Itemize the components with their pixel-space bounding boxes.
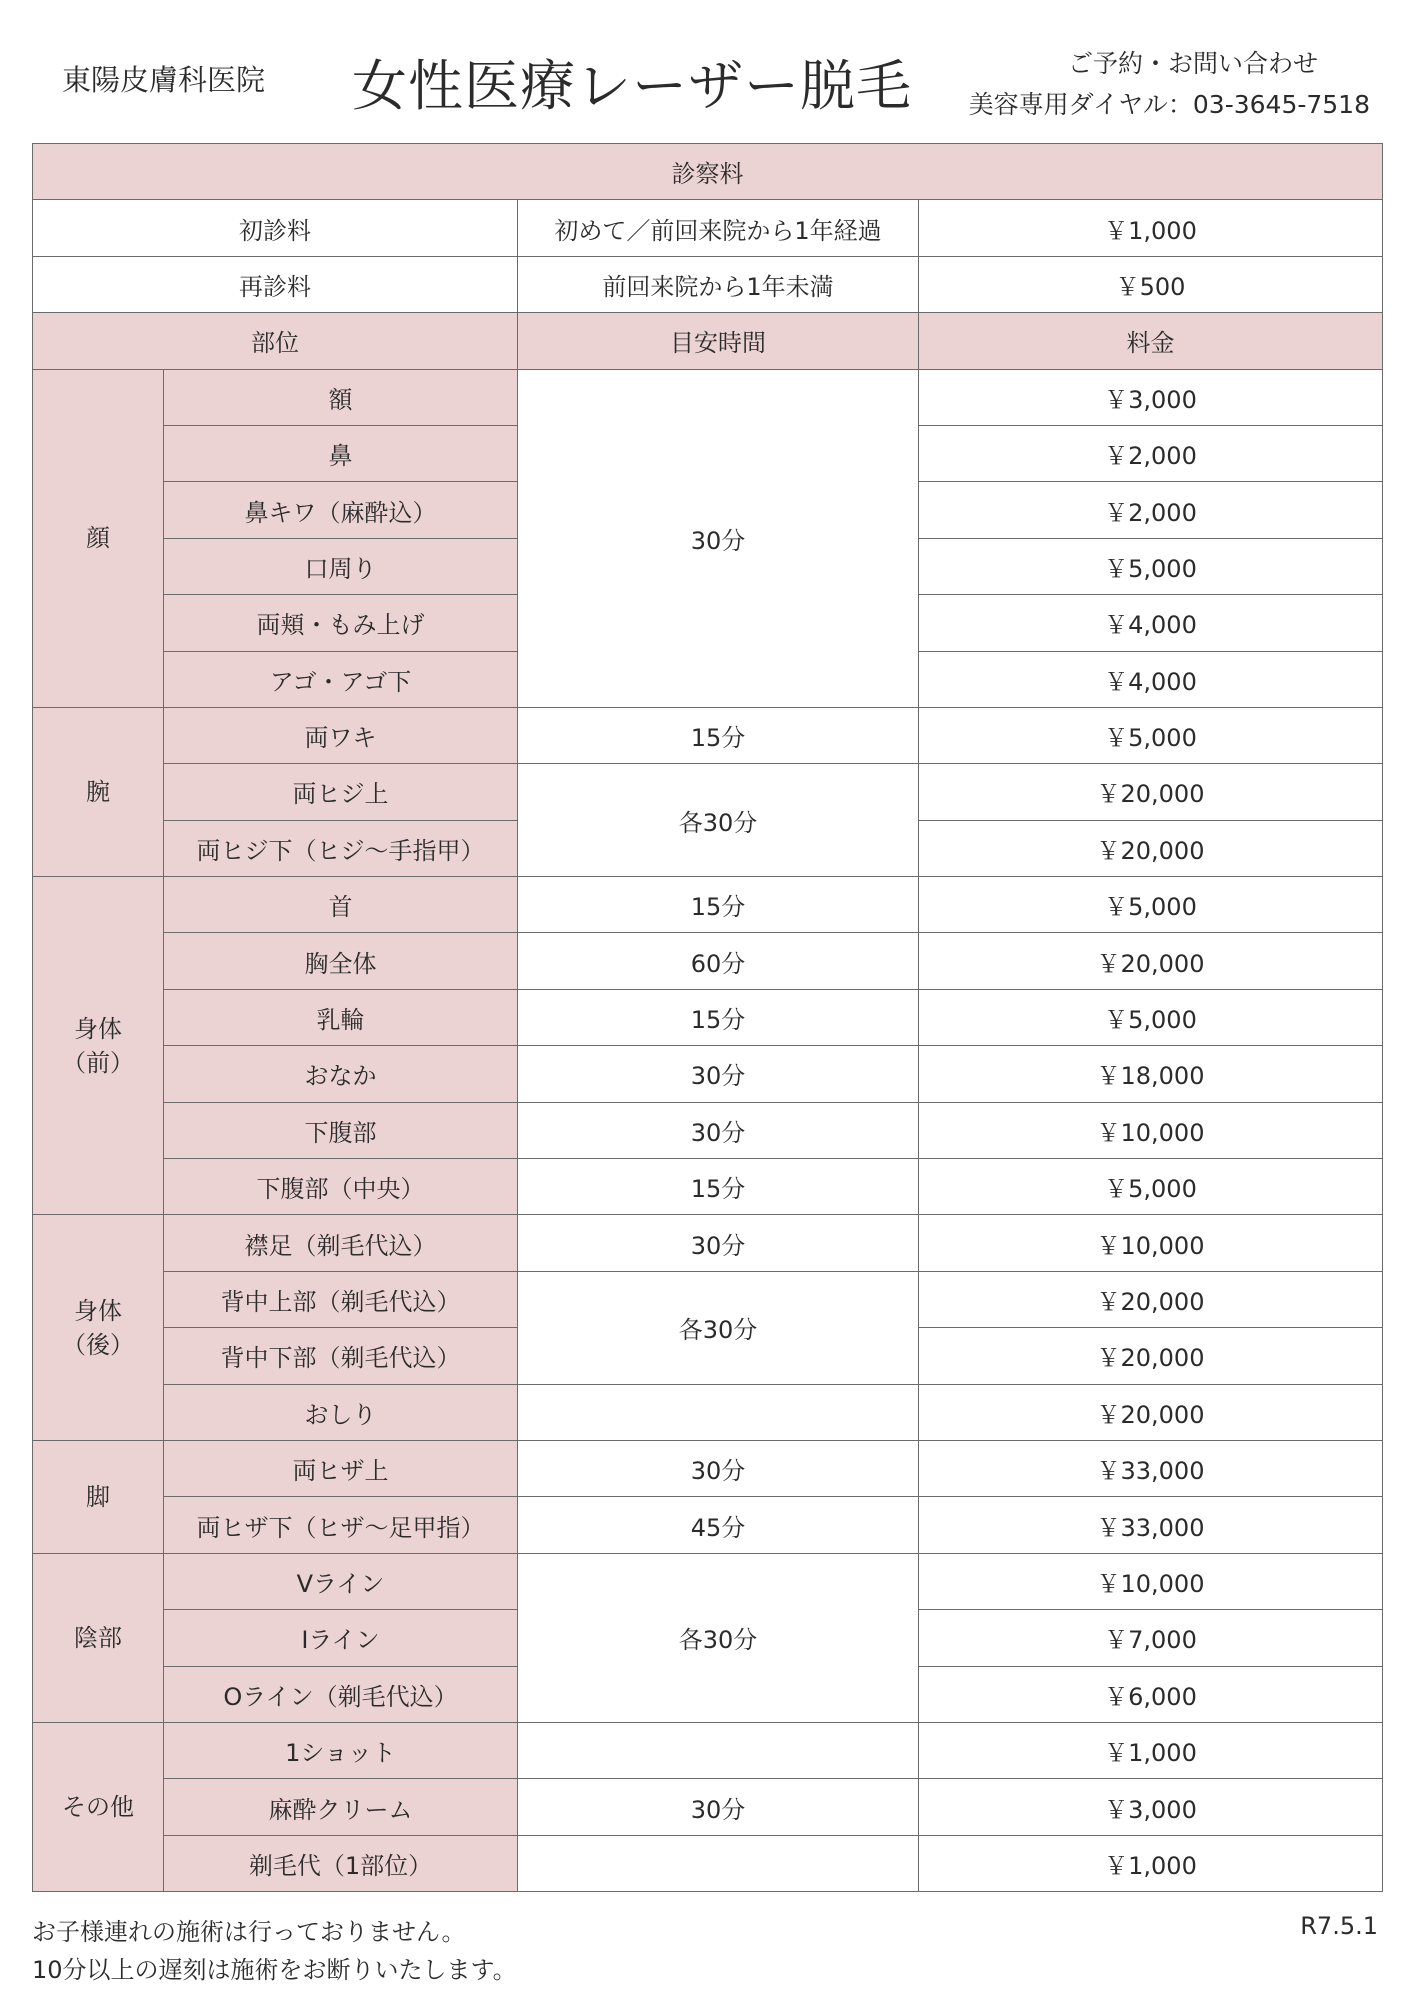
part-name: 両頬・もみ上げ xyxy=(164,595,518,651)
price-cell: ￥5,000 xyxy=(919,707,1383,763)
consult-heading-row xyxy=(33,144,1383,200)
table-row xyxy=(33,933,1383,989)
table-row xyxy=(33,1779,1383,1835)
part-name: 襟足（剃毛代込） xyxy=(164,1215,518,1271)
category-leg: 脚 xyxy=(33,1440,164,1553)
time-cell: 各30分 xyxy=(518,1271,919,1384)
part-name: 両ヒジ上 xyxy=(164,764,518,820)
price-cell: ￥4,000 xyxy=(919,651,1383,707)
table-row xyxy=(33,707,1383,763)
part-name: 剃毛代（1部位） xyxy=(164,1835,518,1891)
category-label: 身体 xyxy=(74,1014,122,1043)
table-row xyxy=(33,764,1383,820)
consult-heading: 診察料 xyxy=(33,144,1383,200)
contact-phone: 美容専用ダイヤル：03-3645-7518 xyxy=(968,90,1370,119)
clinic-name: 東陽皮膚科医院 xyxy=(62,63,266,97)
time-cell: 30分 xyxy=(518,1215,919,1271)
category-other: その他 xyxy=(33,1722,164,1891)
price-cell: ￥20,000 xyxy=(919,1271,1383,1327)
price-cell: ￥5,000 xyxy=(919,877,1383,933)
part-name: アゴ・アゴ下 xyxy=(164,651,518,707)
table-row xyxy=(33,1384,1383,1440)
part-name: 1ショット xyxy=(164,1722,518,1778)
category-face: 顔 xyxy=(33,369,164,707)
time-cell: 15分 xyxy=(518,989,919,1045)
consult-condition: 前回来院から1年未満 xyxy=(518,256,919,312)
category-body-front xyxy=(33,877,164,1215)
part-name: 鼻 xyxy=(164,425,518,481)
price-cell: ￥20,000 xyxy=(919,820,1383,876)
part-name: 首 xyxy=(164,877,518,933)
price-cell: ￥6,000 xyxy=(919,1666,1383,1722)
time-cell: 各30分 xyxy=(518,1553,919,1722)
revision-date: R7.5.1 xyxy=(1300,1912,1378,1940)
part-name: 両ヒザ下（ヒザ～足甲指） xyxy=(164,1497,518,1553)
time-cell: 各30分 xyxy=(518,764,919,877)
time-cell: 30分 xyxy=(518,1046,919,1102)
time-cell xyxy=(518,1835,919,1891)
table-row xyxy=(33,369,1383,425)
category-arm: 腕 xyxy=(33,707,164,876)
price-cell: ￥5,000 xyxy=(919,538,1383,594)
table-row xyxy=(33,1722,1383,1778)
part-name: 背中上部（剃毛代込） xyxy=(164,1271,518,1327)
category-label: 身体 xyxy=(74,1296,122,1325)
part-name: 麻酔クリーム xyxy=(164,1779,518,1835)
part-name: 下腹部 xyxy=(164,1102,518,1158)
time-cell: 15分 xyxy=(518,877,919,933)
time-cell: 15分 xyxy=(518,707,919,763)
time-cell: 45分 xyxy=(518,1497,919,1553)
table-row xyxy=(33,1553,1383,1609)
column-header-row xyxy=(33,313,1383,369)
footer-note-late: 10分以上の遅刻は施術をお断りいたします。 xyxy=(32,1956,517,1984)
time-cell: 60分 xyxy=(518,933,919,989)
header xyxy=(0,0,1414,140)
table-row xyxy=(33,1271,1383,1327)
consult-condition: 初めて／前回来院から1年経過 xyxy=(518,200,919,256)
price-cell: ￥2,000 xyxy=(919,482,1383,538)
part-name: 口周り xyxy=(164,538,518,594)
price-cell: ￥3,000 xyxy=(919,1779,1383,1835)
column-header-price: 料金 xyxy=(919,313,1383,369)
part-name: おなか xyxy=(164,1046,518,1102)
table-row xyxy=(33,877,1383,933)
table-row xyxy=(33,1159,1383,1215)
part-name: 下腹部（中央） xyxy=(164,1159,518,1215)
price-cell: ￥33,000 xyxy=(919,1440,1383,1496)
part-name: 両ヒザ上 xyxy=(164,1440,518,1496)
price-cell: ￥10,000 xyxy=(919,1102,1383,1158)
part-name: 両ワキ xyxy=(164,707,518,763)
part-name: おしり xyxy=(164,1384,518,1440)
consult-name: 再診料 xyxy=(33,256,518,312)
table-row xyxy=(33,1215,1383,1271)
price-cell: ￥5,000 xyxy=(919,1159,1383,1215)
price-table xyxy=(32,143,1383,1892)
consult-price: ￥1,000 xyxy=(919,200,1383,256)
part-name: Iライン xyxy=(164,1610,518,1666)
time-cell xyxy=(518,1722,919,1778)
part-name: 額 xyxy=(164,369,518,425)
part-name: 胸全体 xyxy=(164,933,518,989)
part-name: Oライン（剃毛代込） xyxy=(164,1666,518,1722)
price-cell: ￥20,000 xyxy=(919,1384,1383,1440)
part-name: 両ヒジ下（ヒジ～手指甲） xyxy=(164,820,518,876)
price-cell: ￥4,000 xyxy=(919,595,1383,651)
time-cell xyxy=(518,1384,919,1440)
contact-label: ご予約・お問い合わせ xyxy=(1067,49,1318,78)
table-row xyxy=(33,989,1383,1045)
price-cell: ￥10,000 xyxy=(919,1553,1383,1609)
price-cell: ￥20,000 xyxy=(919,764,1383,820)
table-row xyxy=(33,1497,1383,1553)
time-cell: 30分 xyxy=(518,369,919,707)
part-name: 鼻キワ（麻酔込） xyxy=(164,482,518,538)
category-sublabel: （後） xyxy=(62,1330,134,1359)
column-header-part: 部位 xyxy=(33,313,518,369)
column-header-time: 目安時間 xyxy=(518,313,919,369)
part-name: 乳輪 xyxy=(164,989,518,1045)
price-cell: ￥10,000 xyxy=(919,1215,1383,1271)
consult-price: ￥500 xyxy=(919,256,1383,312)
price-cell: ￥33,000 xyxy=(919,1497,1383,1553)
price-cell: ￥2,000 xyxy=(919,425,1383,481)
footer-note-children: お子様連れの施術は行っておりません。 xyxy=(32,1918,466,1946)
consult-name: 初診料 xyxy=(33,200,518,256)
time-cell: 15分 xyxy=(518,1159,919,1215)
table-row xyxy=(33,1102,1383,1158)
table-row xyxy=(33,1046,1383,1102)
consult-row xyxy=(33,256,1383,312)
table-row xyxy=(33,1835,1383,1891)
price-cell: ￥18,000 xyxy=(919,1046,1383,1102)
category-genital: 陰部 xyxy=(33,1553,164,1722)
table-row xyxy=(33,1440,1383,1496)
category-body-back xyxy=(33,1215,164,1441)
price-cell: ￥1,000 xyxy=(919,1722,1383,1778)
price-cell: ￥20,000 xyxy=(919,1328,1383,1384)
price-cell: ￥1,000 xyxy=(919,1835,1383,1891)
price-cell: ￥3,000 xyxy=(919,369,1383,425)
part-name: 背中下部（剃毛代込） xyxy=(164,1328,518,1384)
part-name: Vライン xyxy=(164,1553,518,1609)
time-cell: 30分 xyxy=(518,1440,919,1496)
price-cell: ￥7,000 xyxy=(919,1610,1383,1666)
consult-row xyxy=(33,200,1383,256)
page-title: 女性医療レーザー脱毛 xyxy=(352,54,913,118)
time-cell: 30分 xyxy=(518,1779,919,1835)
time-cell: 30分 xyxy=(518,1102,919,1158)
price-cell: ￥5,000 xyxy=(919,989,1383,1045)
price-cell: ￥20,000 xyxy=(919,933,1383,989)
category-sublabel: （前） xyxy=(62,1048,134,1077)
